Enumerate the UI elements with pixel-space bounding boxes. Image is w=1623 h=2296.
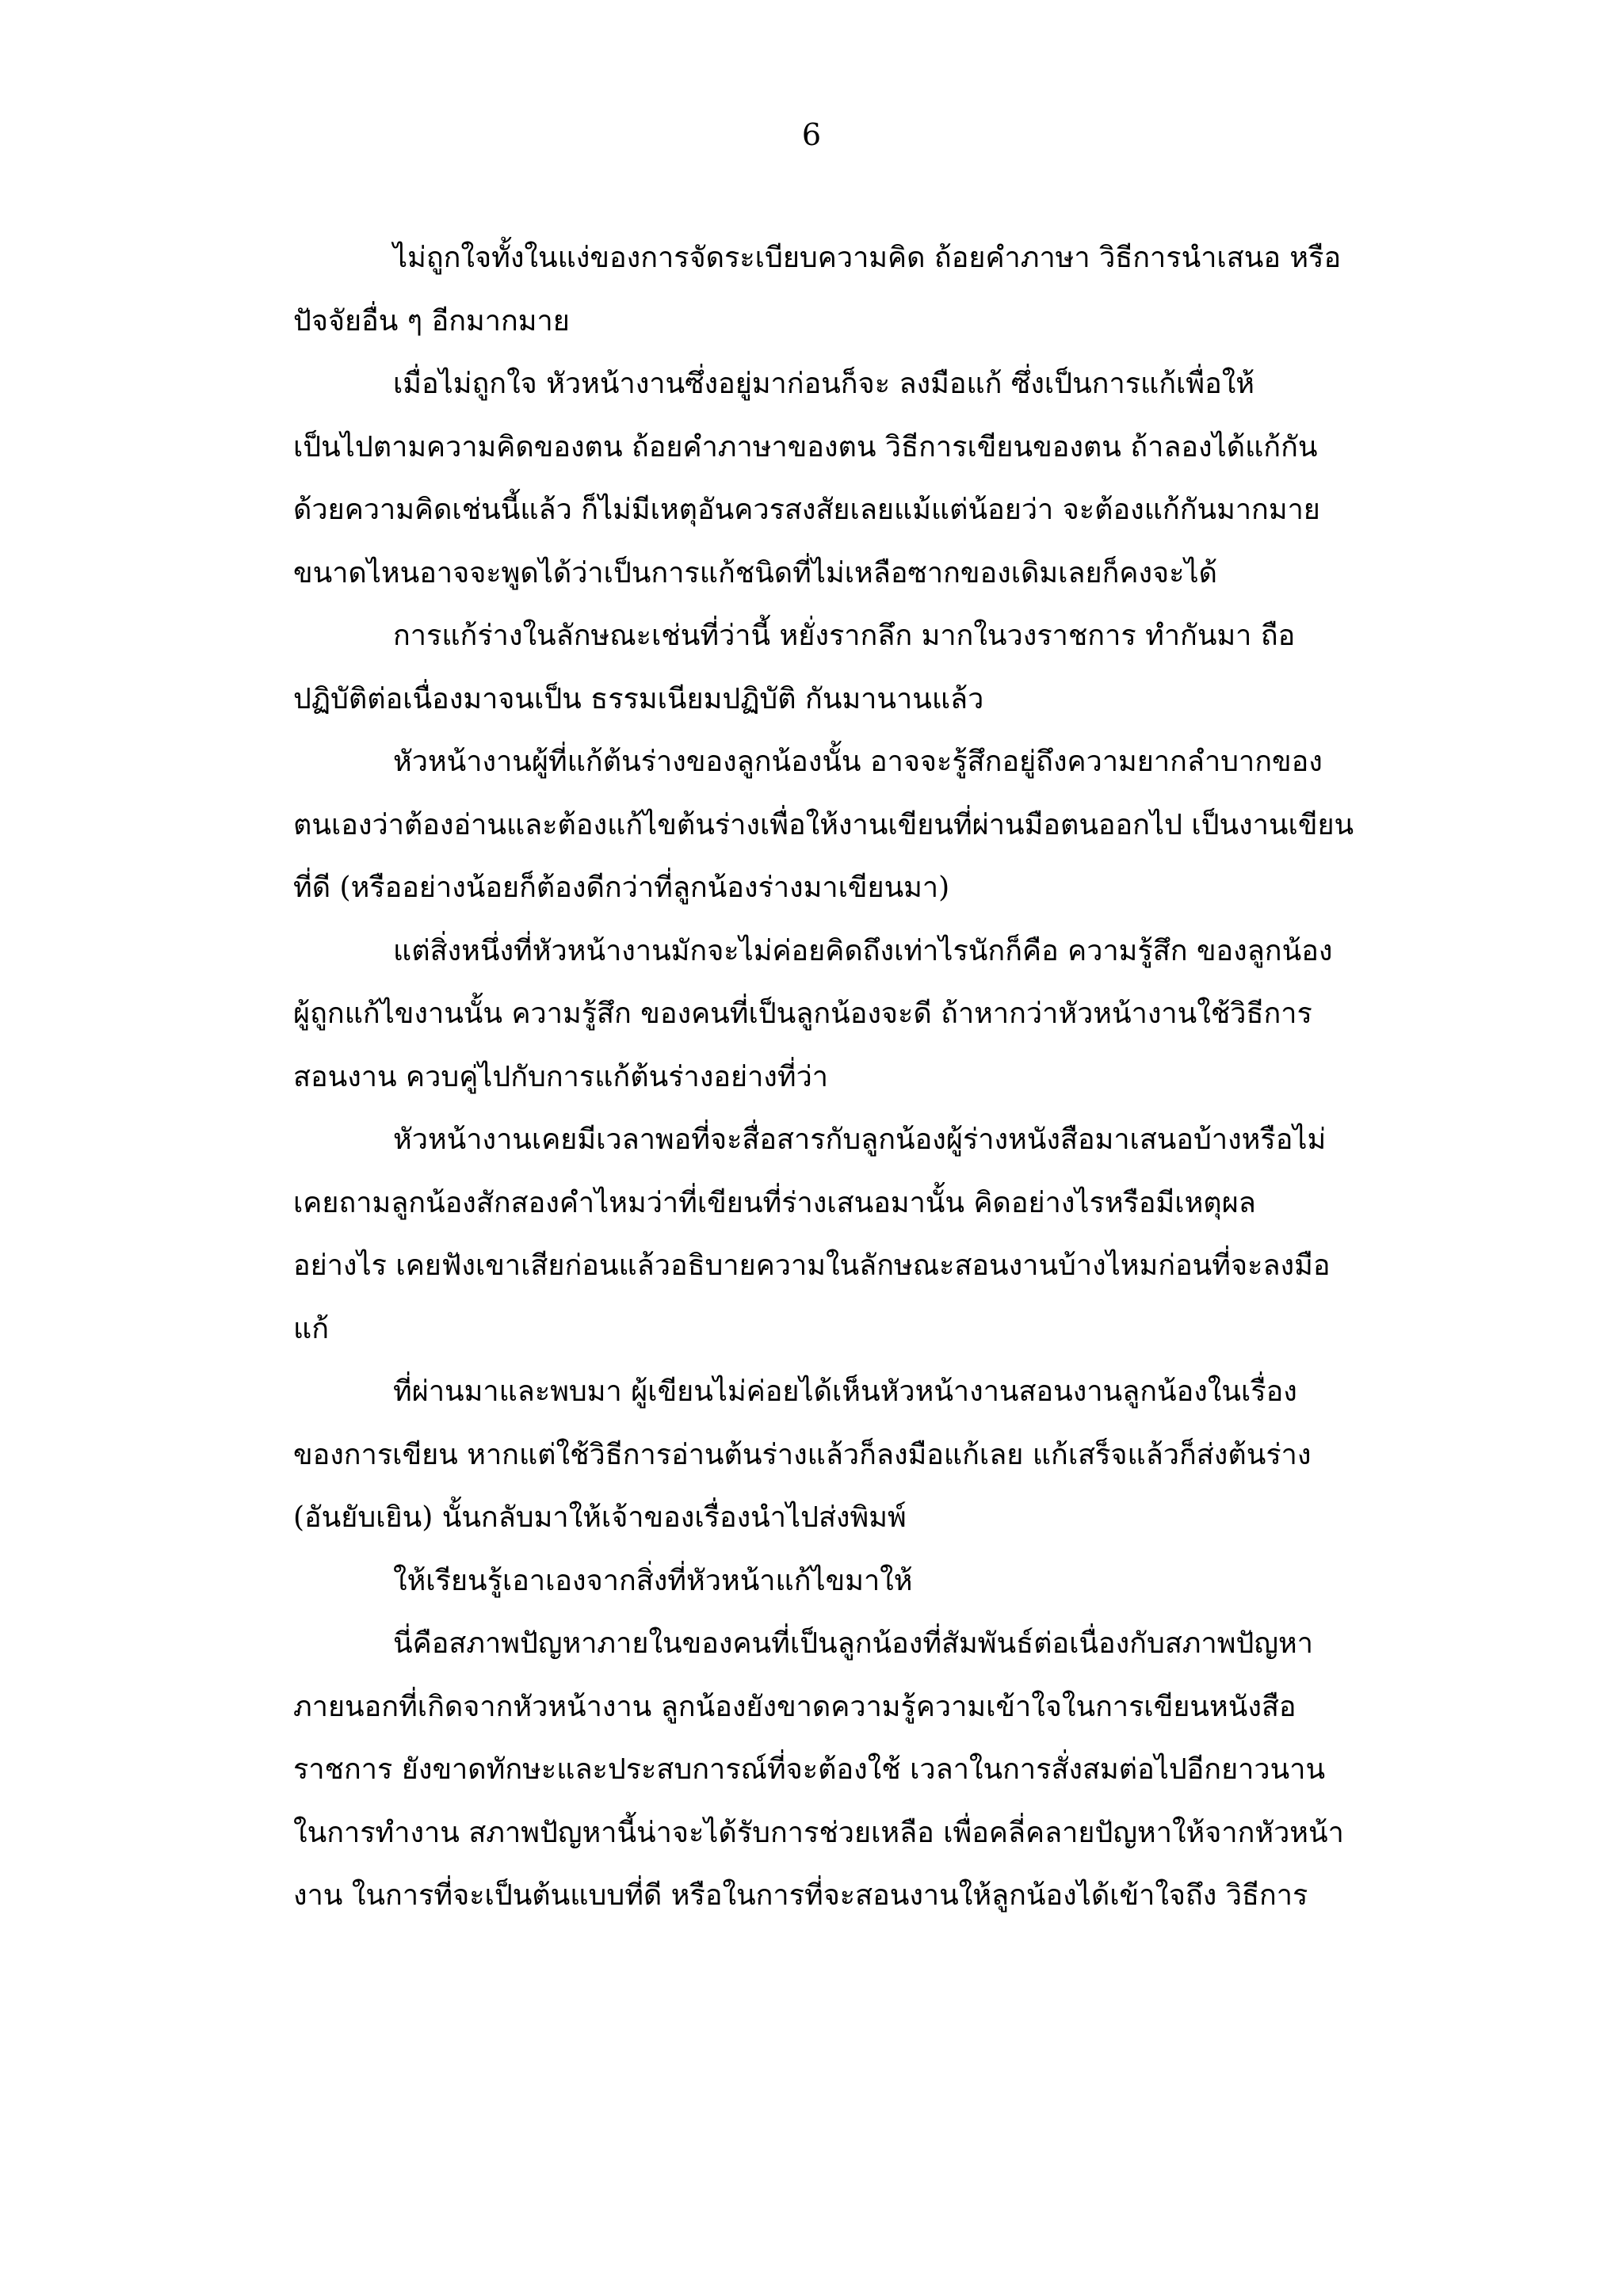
text-line: ไม่ถูกใจทั้งในแง่ของการจัดระเบียบความคิด ถ้อยคำภาษา วิธีการนำเสนอ หรือ — [393, 242, 1342, 274]
text-line: ปฏิบัติต่อเนื่องมาจนเป็น ธรรมเนียมปฏิบัติ กันมานานแล้ว — [293, 682, 984, 715]
text-line: (อันยับเยิน) นั้นกลับมาให้เจ้าของเรื่องนำไปส่งพิมพ์ — [293, 1501, 907, 1534]
text-line: ด้วยความคิดเช่นนี้แล้ว ก็ไม่มีเหตุอันควรสงสัยเลยแม้แต่น้อยว่า จะต้องแก้กันมากมาย — [293, 494, 1320, 526]
text-line: ที่ดี (หรืออย่างน้อยก็ต้องดีกว่าที่ลูกน้องร่างมาเขียนมา) — [293, 871, 950, 904]
text-line: แก้ — [293, 1312, 329, 1345]
text-line: ขนาดไหนอาจจะพูดได้ว่าเป็นการแก้ชนิดที่ไม่เหลือซากของเดิมเลยก็คงจะได้ — [293, 556, 1217, 589]
text-line: ให้เรียนรู้เอาเองจากสิ่งที่หัวหน้าแก้ไขมาให้ — [393, 1564, 913, 1597]
text-line: ราชการ ยังขาดทักษะและประสบการณ์ที่จะต้องใช้ เวลาในการสั่งสมต่อไปอีกยาวนาน — [293, 1753, 1326, 1786]
text-line: หัวหน้างานเคยมีเวลาพอที่จะสื่อสารกับลูกน้องผู้ร่างหนังสือมาเสนอบ้างหรือไม่ — [393, 1123, 1327, 1156]
text-line: สอนงาน ควบคู่ไปกับการแก้ต้นร่างอย่างที่ว่า — [293, 1060, 829, 1093]
text-line: ปัจจัยอื่น ๆ อีกมากมาย — [293, 304, 570, 338]
text-line: แต่สิ่งหนึ่งที่หัวหน้างานมักจะไม่ค่อยคิดถึงเท่าไรนักก็คือ ความรู้สึก ของลูกน้อง — [393, 934, 1333, 967]
text-line: ผู้ถูกแก้ไขงานนั้น ความรู้สึก ของคนที่เป็นลูกน้องจะดี ถ้าหากว่าหัวหน้างานใช้วิธีการ — [293, 997, 1312, 1030]
text-line: เมื่อไม่ถูกใจ หัวหน้างานซึ่งอยู่มาก่อนก็จะ ลงมือแก้ ซึ่งเป็นการแก้เพื่อให้ — [393, 368, 1254, 400]
text-line: ของการเขียน หากแต่ใช้วิธีการอ่านต้นร่างแล้วก็ลงมือแก้เลย แก้เสร็จแล้วก็ส่งต้นร่าง — [293, 1438, 1312, 1471]
page-number: 6 — [801, 117, 822, 152]
text-line: ที่ผ่านมาและพบมา ผู้เขียนไม่ค่อยได้เห็นหัวหน้างานสอนงานลูกน้องในเรื่อง — [393, 1375, 1297, 1408]
text-line: หัวหน้างานผู้ที่แก้ต้นร่างของลูกน้องนั้น อาจจะรู้สึกอยู่ถึงความยากลำบากของ — [393, 746, 1323, 778]
text-line: งาน ในการที่จะเป็นต้นแบบที่ดี หรือในการที่จะสอนงานให้ลูกน้องได้เข้าใจถึง วิธีการ — [293, 1879, 1308, 1912]
text-line: อย่างไร เคยฟังเขาเสียก่อนแล้วอธิบายความในลักษณะสอนงานบ้างไหมก่อนที่จะลงมือ — [293, 1249, 1331, 1282]
text-line: ในการทำงาน สภาพปัญหานี้น่าจะได้รับการช่วยเหลือ เพื่อคลี่คลายปัญหาให้จากหัวหน้า — [293, 1816, 1344, 1849]
text-line: ตนเองว่าต้องอ่านและต้องแก้ไขต้นร่างเพื่อให้งานเขียนที่ผ่านมือตนออกไป เป็นงานเขียน — [293, 808, 1354, 841]
text-line: เคยถามลูกน้องสักสองคำไหมว่าที่เขียนที่ร่างเสนอมานั้น คิดอย่างไรหรือมีเหตุผล — [293, 1186, 1256, 1219]
body-text — [293, 227, 1434, 1928]
text-line: เป็นไปตามความคิดของตน ถ้อยคำภาษาของตน วิธีการเขียนของตน ถ้าลองได้แก้กัน — [293, 430, 1318, 463]
text-line: ภายนอกที่เกิดจากหัวหน้างาน ลูกน้องยังขาดความรู้ความเข้าใจในการเขียนหนังสือ — [293, 1690, 1296, 1723]
text-line: การแก้ร่างในลักษณะเช่นที่ว่านี้ หยั่งรากลึก มากในวงราชการ ทำกันมา ถือ — [393, 620, 1296, 652]
text-line: นี่คือสภาพปัญหาภายในของคนที่เป็นลูกน้องที่สัมพันธ์ต่อเนื่องกับสภาพปัญหา — [393, 1627, 1313, 1660]
